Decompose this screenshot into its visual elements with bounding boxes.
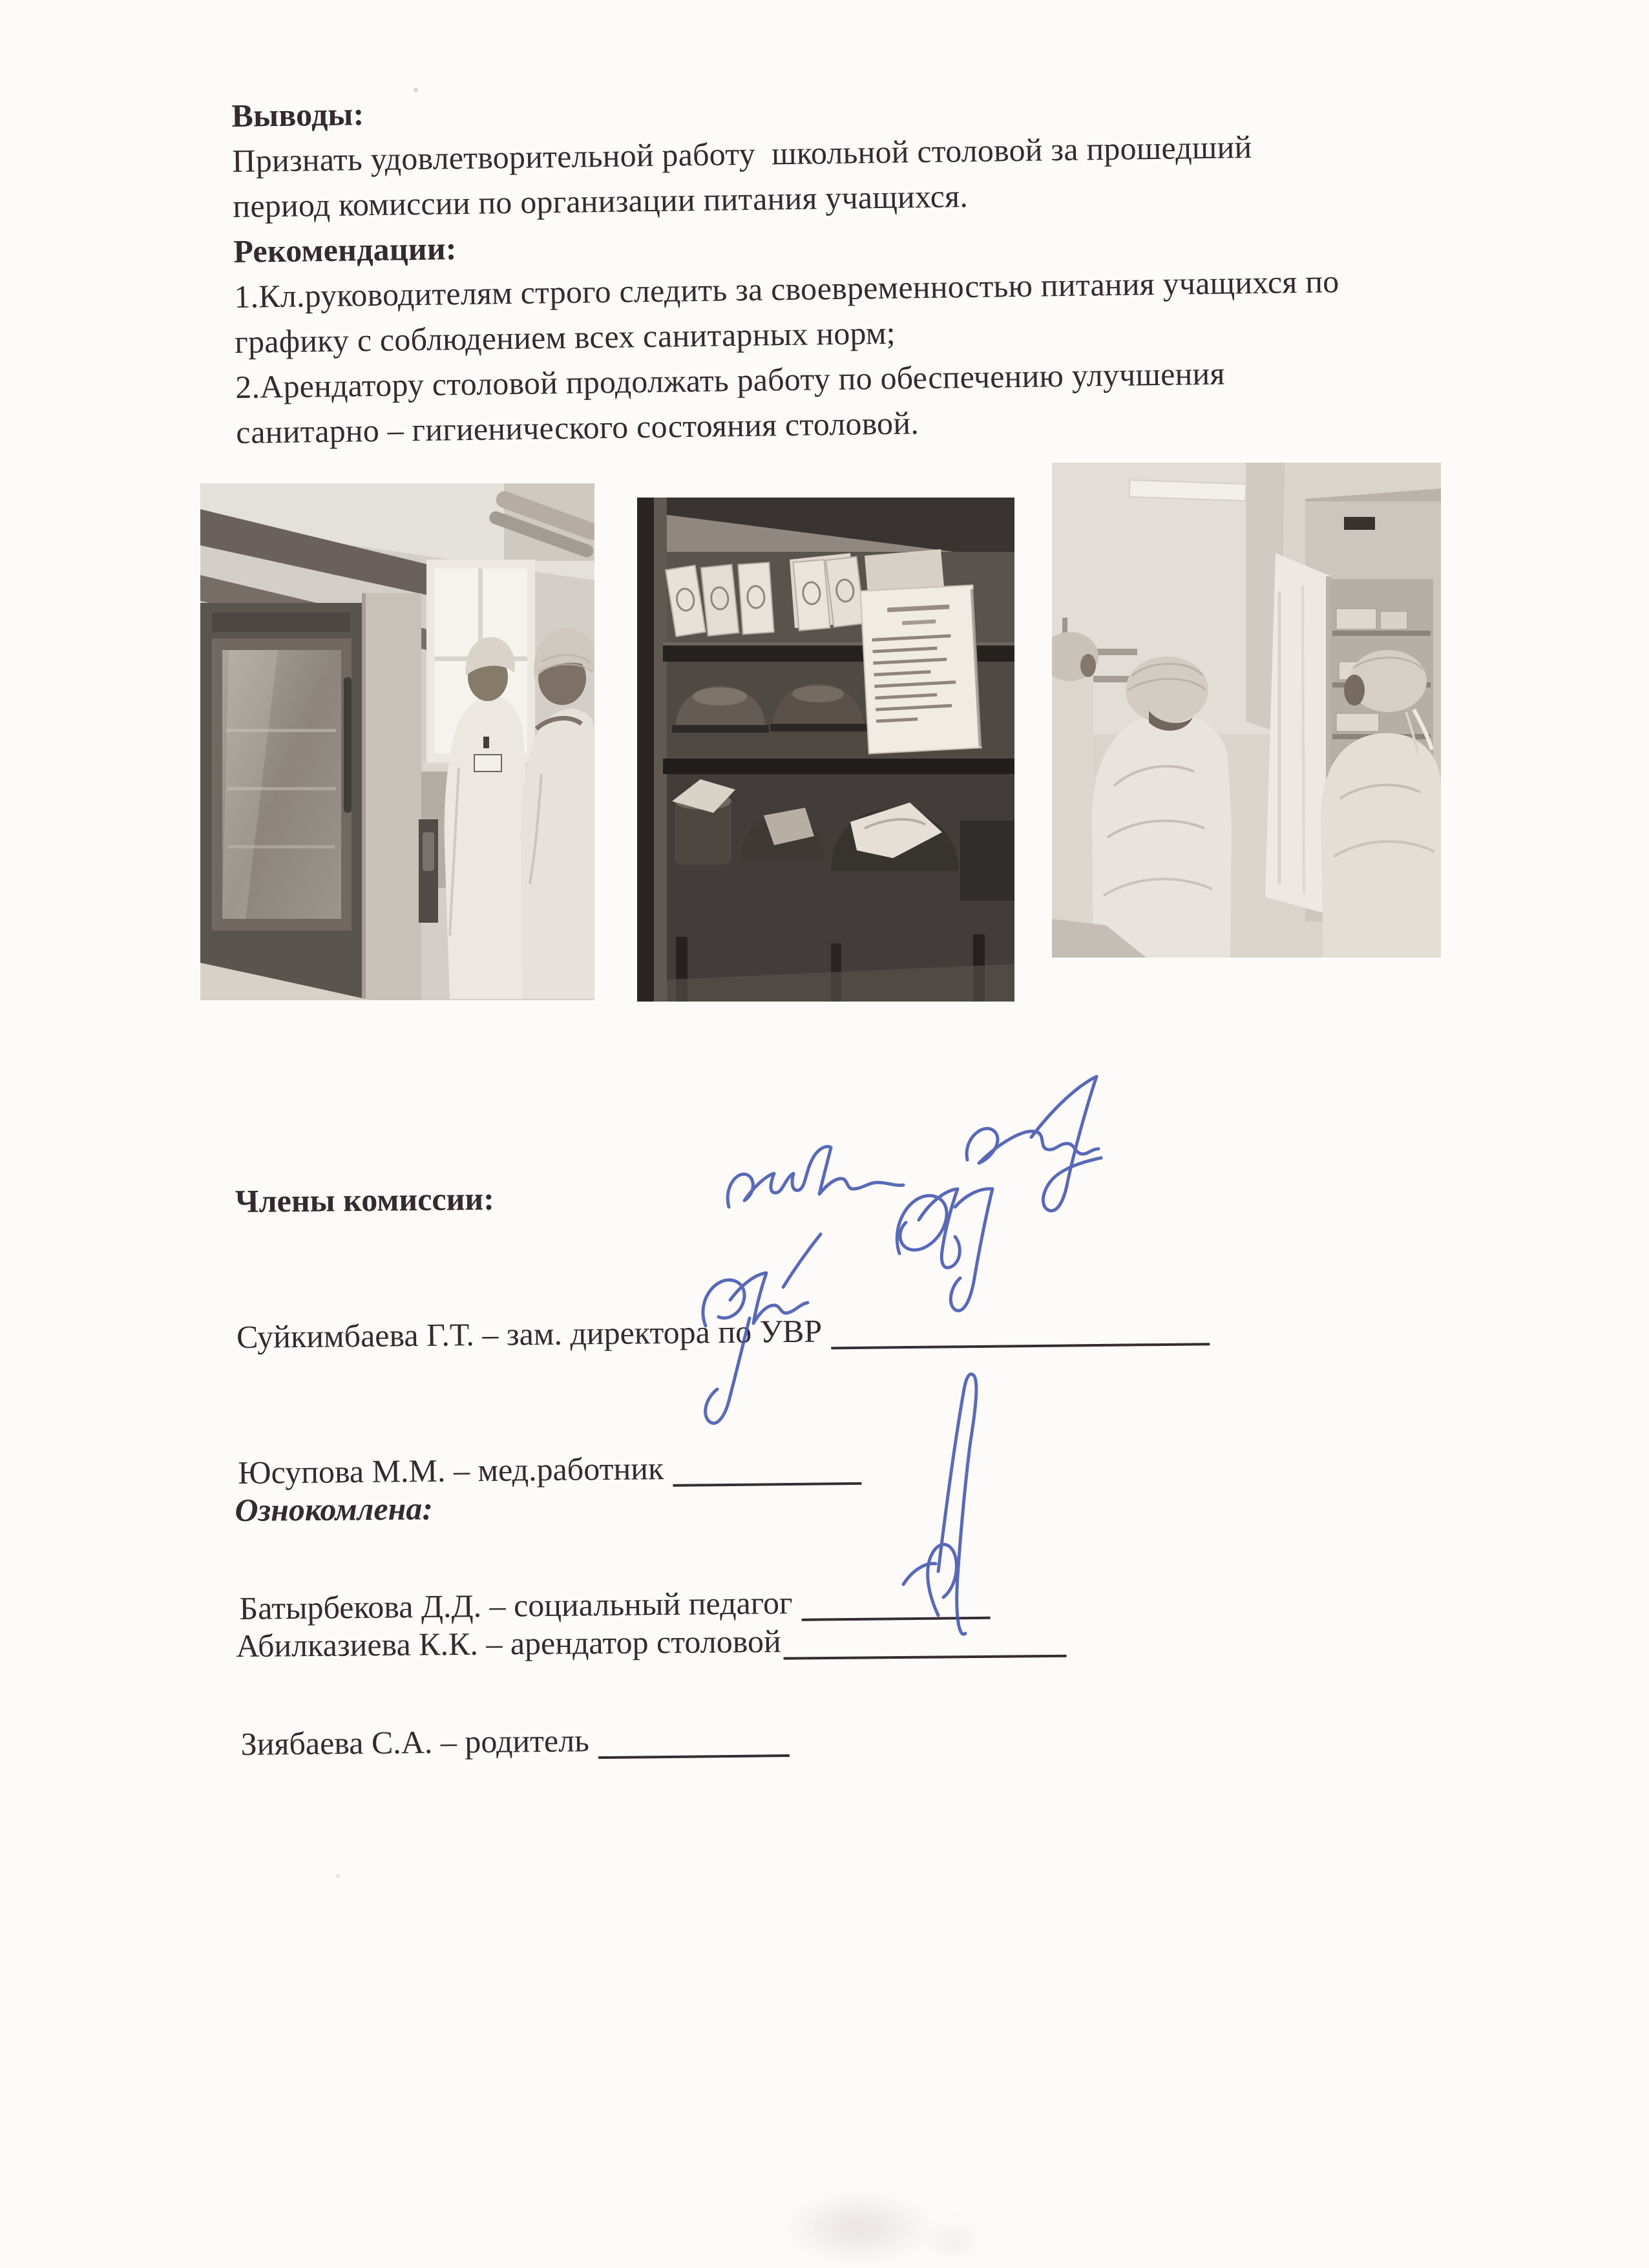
scan-smudge-bottom-small	[924, 2223, 982, 2258]
recommendation-line-3: 2.Арендатору столовой продолжать работу по обеспечению улучшения	[235, 355, 1225, 405]
member-3-role: – социальный педагог	[489, 1584, 793, 1624]
conclusions-line-1: Признать удовлетворительной работу школьной столовой за прошедший	[232, 128, 1252, 179]
member-1-name: Суйкимбаева Г.Т.	[236, 1316, 475, 1355]
scan-smudge-bottom	[782, 2190, 937, 2265]
conclusions-line-2: период комиссии по организации питания учащихся.	[232, 178, 969, 224]
menu-notice-paper	[861, 585, 983, 753]
member-4-role: – родитель	[440, 1722, 590, 1760]
recommendation-line-4: санитарно – гигиенического состояния столовой.	[235, 404, 919, 450]
member-4-name: Зиябаева С.А.	[240, 1723, 433, 1762]
acknowledgement-heading: Ознокомлена:	[235, 1490, 434, 1528]
scan-speck-top	[414, 88, 418, 92]
acknowledgement-section	[234, 1390, 1067, 1759]
member-1-signature-line	[831, 1340, 1210, 1349]
acknowledgement-person: Абилказиева К.К. – арендатор столовой	[236, 1622, 781, 1664]
scan-speck-bottom	[336, 1874, 340, 1878]
member-3-name: Батырбекова Д.Д.	[239, 1588, 482, 1626]
recommendations-heading: Рекомендации:	[233, 230, 457, 269]
member-1-role: – зам. директора по УВР	[482, 1312, 823, 1352]
recommendation-line-2: графику с соблюдением всех санитарных норм;	[234, 314, 896, 360]
photo-storage-shelves-art	[637, 498, 1014, 1002]
member-2-role: – мед.работник	[453, 1450, 664, 1489]
photo-refrigerator	[1052, 463, 1441, 958]
photo-storage-shelves	[637, 498, 1014, 1002]
member-2-name: Юсупова М.М.	[237, 1452, 446, 1491]
photo-kitchen-oven	[200, 483, 594, 1000]
commission-member-1	[236, 1304, 1210, 1360]
commission-heading: Члены комиссии:	[235, 1180, 495, 1219]
acknowledgement-line	[236, 1616, 1067, 1668]
recommendation-line-1: 1.Кл.руководителям строго следить за своевременностью питания учащихся по	[233, 263, 1339, 315]
photo-refrigerator-art	[1052, 463, 1441, 958]
conclusions-heading: Выводы:	[231, 96, 364, 134]
photo-kitchen-oven-art	[200, 483, 594, 1000]
conclusions-section	[231, 78, 1464, 450]
acknowledgement-signature-line	[784, 1652, 1067, 1660]
